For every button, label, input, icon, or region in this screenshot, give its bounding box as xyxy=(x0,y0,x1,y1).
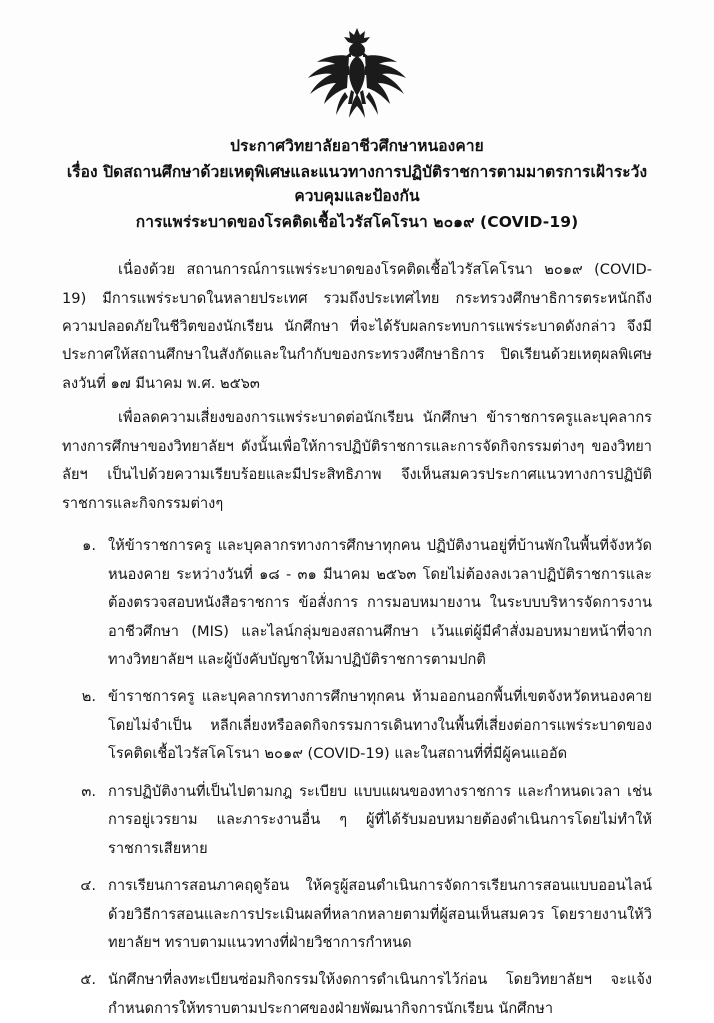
list-item-text: ให้ข้าราชการครู และบุคลากรทางการศึกษาทุกคน ปฏิบัติงานอยู่ที่บ้านพักในพื้นที่จังหวัดหนองคาย ระหว่างวันที่ ๑๘ - ๓๑ มีนาคม ๒๕๖๓ โดยไม่ต้องลงเวลาปฏิบัติราชการและต้องตรวจสอบหนังสือราชการ ข้อสั่งการ การมอบหมายงาน ในระบบบริหารจัดการงานอาชีวศึกษา (MIS) และไลน์กลุ่มของสถานศึกษา เว้นแต่ผู้มีคำสั่งมอบหมายหน้าที่จากทางวิทยาลัยฯ และผู้บังคับบัญชาให้มาปฏิบัติราชการตามปกติ xyxy=(108,537,652,668)
list-item-number: ๕. xyxy=(80,971,96,989)
document-heading xyxy=(62,134,652,234)
list-item xyxy=(62,683,652,768)
list-item xyxy=(62,778,652,863)
numbered-list xyxy=(62,532,652,1023)
list-item-text: การเรียนการสอนภาคฤดูร้อน ให้ครูผู้สอนดำเนินการจัดการเรียนการสอนแบบออนไลน์ ด้วยวิธีการสอนและการประเมินผลที่หลากหลายตามที่ผู้สอนเห็นสมควร โดยรายงานให้วิทยาลัยฯ ทราบตามแนวทางที่ฝ่ายวิชาการกำหนด xyxy=(108,877,652,952)
body-paragraphs xyxy=(62,256,652,518)
list-item-number: ๔. xyxy=(80,877,96,895)
list-item-text: นักศึกษาที่ลงทะเบียนซ่อมกิจกรรมให้งดการดำเนินการไว้ก่อน โดยวิทยาลัยฯ จะแจ้งกำหนดการให้ทราบตามประกาศของฝ่ายพัฒนากิจการนักเรียน นักศึกษา xyxy=(108,971,652,1017)
list-item-number: ๑. xyxy=(82,537,96,555)
paragraph-2: เพื่อลดความเสี่ยงของการแพร่ระบาดต่อนักเรียน นักศึกษา ข้าราชการครูและบุคลากรทางการศึกษาของวิทยาลัยฯ ดังนั้นเพื่อให้การปฏิบัติราชการและการจัดกิจกรรมต่างๆ ของวิทยาลัยฯ เป็นไปด้วยความเรียบร้อยและมีประสิทธิภาพ จึงเห็นสมควรประกาศแนวทางการปฏิบัติราชการและกิจกรรมต่างๆ xyxy=(62,409,652,512)
list-item xyxy=(62,872,652,957)
heading-line-3: การแพร่ระบาดของโรคติดเชื้อไวรัสโคโรนา ๒๐๑๙ (COVID-19) xyxy=(135,213,579,232)
list-item-text: ข้าราชการครู และบุคลากรทางการศึกษาทุกคน ห้ามออกนอกพื้นที่เขตจังหวัดหนองคาย โดยไม่จำเป็น หลีกเลี่ยงหรือลดกิจกรรมการเดินทางในพื้นที่เสี่ยงต่อการแพร่ระบาดของโรคติดเชื้อไวรัสโคโรนา ๒๐๑๙ (COVID-19) และในสถานที่ที่มีผู้คนแออัด xyxy=(108,688,652,763)
heading-line-1: ประกาศวิทยาลัยอาชีวศึกษาหนองคาย xyxy=(230,137,484,155)
emblem-container xyxy=(62,26,652,126)
heading-line-2: เรื่อง ปิดสถานศึกษาด้วยเหตุพิเศษและแนวทางการปฏิบัติราชการตามมาตรการเฝ้าระวังควบคุมและป้องกัน xyxy=(66,163,648,206)
list-item xyxy=(62,532,652,674)
list-item-text: การปฏิบัติงานที่เป็นไปตามกฎ ระเบียบ แบบแผนของทางราชการ และกำหนดเวลา เช่น การอยู่เวรยาม และภาระงานอื่น ๆ ผู้ที่ได้รับมอบหมายต้องดำเนินการโดยไม่ทำให้ราชการเสียหาย xyxy=(108,782,652,857)
list-item-number: ๓. xyxy=(81,782,96,800)
list-item-number: ๒. xyxy=(81,688,96,706)
garuda-emblem xyxy=(305,26,409,122)
list-item xyxy=(62,966,652,1023)
paragraph-1: เนื่องด้วย สถานการณ์การแพร่ระบาดของโรคติดเชื้อไวรัสโคโรนา ๒๐๑๙ (COVID-19) มีการแพร่ระบาดในหลายประเทศ รวมถึงประเทศไทย กระทรวงศึกษาธิการตระหนักถึงความปลอดภัยในชีวิตของนักเรียน นักศึกษา ที่จะได้รับผลกระทบการแพร่ระบาดดังกล่าว จึงมีประกาศให้สถานศึกษาในสังกัดและในกำกับของกระทรวงศึกษาธิการ ปิดเรียนด้วยเหตุผลพิเศษ ลงวันที่ ๑๗ มีนาคม พ.ศ. ๒๕๖๓ xyxy=(62,261,652,392)
